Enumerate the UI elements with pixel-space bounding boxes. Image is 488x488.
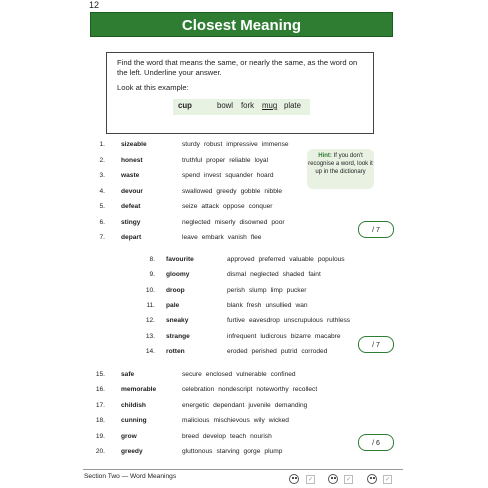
answer-option[interactable]: oppose	[223, 203, 245, 210]
answer-option[interactable]: bizarre	[290, 332, 311, 340]
answer-option[interactable]: energetic	[182, 401, 210, 409]
answer-option[interactable]: vanish	[227, 234, 247, 241]
question-word: greedy	[121, 448, 143, 455]
answer-option[interactable]: dismal	[227, 271, 247, 279]
answer-option[interactable]: leave	[182, 234, 198, 241]
hint-box	[307, 149, 374, 189]
answer-option[interactable]: immense	[261, 141, 289, 148]
answer-options	[182, 234, 265, 241]
answer-option[interactable]: confined	[270, 371, 296, 378]
answer-option[interactable]: ludicrous	[260, 332, 287, 340]
answer-option[interactable]: proper	[206, 156, 226, 164]
answer-option[interactable]: preferred	[258, 256, 286, 263]
answer-option[interactable]: seize	[182, 203, 198, 210]
answer-option[interactable]: vulnerable	[236, 371, 267, 378]
smiley-happy-icon	[367, 474, 377, 484]
question-number: 4.	[99, 187, 105, 195]
question-number: 6.	[99, 218, 105, 226]
answer-option[interactable]: unscrupulous	[283, 317, 323, 325]
answer-option[interactable]: gorge	[243, 448, 261, 455]
score-box[interactable]: / 6	[358, 434, 394, 451]
answer-option[interactable]: pucker	[286, 286, 307, 294]
tick-box-icon[interactable]: ✓	[307, 477, 314, 483]
answer-option[interactable]: faint	[308, 271, 321, 279]
answer-option[interactable]: demanding	[274, 401, 308, 409]
question-number: 3.	[99, 172, 105, 179]
answer-options	[182, 203, 276, 210]
answer-option[interactable]: nondescript	[218, 386, 253, 394]
answer-option[interactable]: perished	[251, 347, 277, 355]
answer-options	[227, 287, 310, 294]
question-number: 19.	[95, 432, 105, 440]
answer-option[interactable]: limp	[270, 286, 283, 294]
answer-options	[227, 256, 349, 263]
answer-option[interactable]: valuable	[289, 256, 314, 263]
answer-option[interactable]: hoard	[256, 172, 274, 179]
answer-option[interactable]: approved	[227, 256, 255, 263]
instructions-text: Find the word that means the same, or nearly the same, as the word on the left. Underline your answer.	[117, 58, 358, 77]
answer-option[interactable]: miserly	[214, 218, 236, 226]
question-number: 7.	[99, 234, 105, 241]
answer-option[interactable]: ruthless	[327, 317, 351, 325]
answer-option[interactable]: recollect	[292, 386, 318, 394]
question-number: 13.	[145, 332, 155, 340]
answer-options	[182, 188, 286, 195]
answer-options	[227, 333, 345, 340]
answer-option[interactable]: conquer	[248, 203, 273, 210]
answer-options	[182, 448, 286, 455]
question-number: 16.	[95, 386, 105, 394]
answer-option[interactable]: wily	[253, 417, 265, 425]
title-banner	[90, 12, 393, 37]
example-option: fork	[241, 101, 254, 110]
example-intro: Look at this example:	[117, 83, 189, 92]
answer-option[interactable]: fresh	[246, 301, 262, 309]
answer-options	[182, 417, 293, 424]
question-word: cunning	[121, 417, 147, 425]
question-number: 17.	[95, 401, 105, 409]
answer-option[interactable]: loyal	[254, 156, 269, 164]
question-number: 9.	[149, 271, 155, 279]
answer-option[interactable]: neglected	[250, 271, 279, 279]
answer-option[interactable]: populous	[317, 256, 345, 263]
answer-option[interactable]: invest	[203, 172, 222, 179]
question-number: 5.	[99, 203, 105, 210]
answer-option[interactable]: nourish	[250, 432, 272, 440]
answer-option[interactable]: infrequent	[227, 332, 257, 340]
question-word: devour	[121, 187, 143, 195]
answer-option[interactable]: gobble	[240, 187, 261, 195]
question-word: grow	[121, 432, 137, 440]
question-word: waste	[121, 172, 140, 179]
answer-option[interactable]: wan	[295, 301, 308, 309]
answer-options	[227, 271, 325, 278]
answer-option[interactable]: malicious	[182, 417, 210, 425]
answer-option[interactable]: eavesdrop	[248, 317, 280, 325]
question-number: 12.	[145, 317, 155, 325]
question-word: favourite	[166, 256, 194, 263]
example-option: plate	[284, 101, 301, 110]
tick-box-icon[interactable]: ✓	[384, 477, 391, 483]
answer-option[interactable]: blank	[227, 301, 243, 309]
question-number: 14.	[145, 347, 155, 355]
answer-option[interactable]: neglected	[182, 218, 211, 226]
answer-options	[182, 433, 276, 440]
answer-option[interactable]: unsullied	[265, 301, 292, 309]
example-option: bowl	[217, 101, 234, 110]
score-box[interactable]: / 7	[358, 221, 394, 238]
page-title: Closest Meaning	[181, 17, 302, 34]
answer-option[interactable]: spend	[182, 172, 200, 179]
answer-option[interactable]: sturdy	[182, 141, 200, 148]
question-word: honest	[121, 156, 143, 164]
answer-option[interactable]: nibble	[264, 187, 283, 195]
page-number: 12	[89, 0, 100, 10]
question-number: 15.	[95, 371, 105, 378]
answer-option[interactable]: impressive	[226, 141, 258, 148]
answer-option[interactable]: eroded	[227, 347, 248, 355]
question-word: stingy	[121, 218, 141, 226]
answer-option[interactable]: mischievous	[213, 417, 250, 425]
question-word: depart	[121, 234, 142, 241]
answer-option[interactable]: embark	[201, 234, 224, 241]
answer-option[interactable]: squander	[225, 172, 253, 179]
smiley-neutral-icon	[328, 474, 338, 484]
answer-option[interactable]: teach	[229, 432, 247, 440]
question-word: childish	[121, 401, 146, 409]
answer-option[interactable]: greedy	[216, 187, 237, 195]
answer-option[interactable]: celebration	[182, 386, 215, 394]
answer-option[interactable]: wicked	[268, 417, 289, 425]
answer-options	[182, 172, 278, 179]
answer-option[interactable]: plump	[264, 448, 283, 455]
answer-option[interactable]: noteworthy	[256, 386, 289, 394]
question-number: 18.	[95, 417, 105, 425]
example-answer: mug	[262, 101, 278, 110]
question-word: memorable	[121, 386, 157, 394]
question-word: droop	[166, 286, 185, 294]
answer-option[interactable]: juvenile	[248, 401, 271, 409]
question-number: 8.	[149, 256, 155, 263]
question-word: strange	[166, 332, 190, 340]
answer-option[interactable]: secure	[182, 371, 202, 378]
answer-option[interactable]: breed	[182, 432, 199, 440]
answer-options	[182, 386, 321, 393]
question-word: rotten	[166, 347, 185, 355]
question-number: 20.	[95, 448, 105, 455]
example-word: cup	[178, 101, 192, 110]
hint-label: Hint:	[318, 153, 332, 159]
question-number: 11.	[146, 301, 155, 309]
question-word: gloomy	[166, 271, 190, 279]
answer-option[interactable]: disowned	[239, 218, 268, 226]
answer-option[interactable]: flee	[250, 234, 262, 241]
question-word: sneaky	[166, 317, 189, 325]
answer-options	[227, 317, 354, 324]
answer-option[interactable]: slump	[248, 286, 267, 294]
answer-option[interactable]: furtive	[227, 317, 245, 325]
answer-options	[182, 157, 272, 164]
answer-option[interactable]: attack	[201, 203, 219, 210]
question-word: defeat	[121, 203, 141, 210]
footer-divider	[83, 469, 403, 470]
question-word: pale	[166, 301, 180, 309]
answer-option[interactable]: truthful	[182, 156, 203, 164]
footer-section-title: Section Two — Word Meanings	[84, 473, 177, 480]
question-word: safe	[121, 371, 135, 378]
answer-options	[182, 141, 293, 148]
answer-option[interactable]: gluttonous	[182, 448, 213, 455]
question-word: sizeable	[121, 141, 147, 148]
smiley-sad-icon	[289, 474, 299, 484]
hint-text: If you don't recognise a word, look it up in the dictionary	[308, 153, 373, 175]
answer-option[interactable]: dependant	[213, 401, 245, 409]
question-number: 2.	[99, 156, 105, 164]
answer-option[interactable]: robust	[203, 141, 223, 148]
answer-option[interactable]: putrid	[280, 347, 298, 355]
tick-box-icon[interactable]: ✓	[345, 477, 352, 483]
answer-option[interactable]: shaded	[282, 271, 305, 279]
answer-option[interactable]: enclosed	[205, 371, 233, 378]
answer-options	[227, 302, 312, 309]
answer-option[interactable]: starving	[216, 448, 240, 455]
answer-option[interactable]: corroded	[301, 347, 328, 355]
answer-options	[182, 402, 311, 409]
answer-option[interactable]: develop	[202, 432, 226, 440]
question-number: 10.	[145, 286, 155, 294]
answer-option[interactable]: macabre	[314, 332, 341, 340]
answer-options	[182, 371, 300, 378]
answer-options	[227, 348, 331, 355]
answer-option[interactable]: perish	[227, 286, 245, 294]
score-box[interactable]: / 7	[358, 336, 394, 353]
answer-options	[182, 219, 289, 226]
answer-option[interactable]: swallowed	[182, 187, 213, 195]
question-number: 1.	[99, 141, 105, 148]
answer-option[interactable]: reliable	[229, 156, 251, 164]
answer-option[interactable]: poor	[271, 218, 285, 226]
